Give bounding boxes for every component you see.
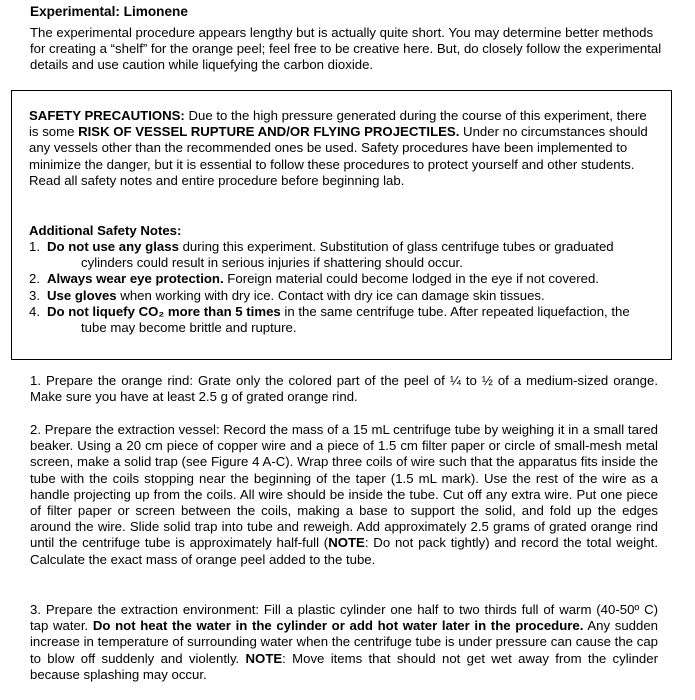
note-number: 1.: [29, 239, 40, 254]
note-number: 2.: [29, 271, 40, 287]
note-text: in the same centrifuge tube. After repeated liquefaction, the tube may become brittle and rupture.: [81, 303, 630, 336]
step-1-paragraph: 1. Prepare the orange rind: Grate only the colored part of the peel of ¼ to ½ of a medium-sized orange. Make sure you have at least 2.5 g of grated orange rind.: [30, 373, 658, 405]
safety-note-item: [29, 304, 659, 336]
safety-note-item: [29, 271, 659, 287]
safety-box: [11, 90, 672, 360]
safety-notes-heading: Additional Safety Notes:: [29, 223, 182, 238]
safety-label: SAFETY PRECAUTIONS:: [29, 108, 185, 123]
safety-text-2: Under no circumstances should any vessels other than the recommended ones be used. Safety procedures have been implemented to minimize the danger, but it is essential to follow these procedures to protect yourself and other students. Read all safety notes and entire procedure before beginning lab.: [29, 124, 648, 188]
safety-precautions-paragraph: [29, 108, 654, 189]
step-3-text-c: : Move items that should not get wet away from the cylinder because splashing may occur.: [30, 650, 658, 682]
intro-paragraph: The experimental procedure appears lengthy but is actually quite short. You may determine better methods for creating a “shelf” for the orange peel; feel free to be creative here. But, do closely follow the experimental details and use caution while liquefying the carbon dioxide.: [30, 25, 662, 73]
note-bold: Always wear eye protection.: [47, 271, 224, 287]
step-2-text-a: 2. Prepare the extraction vessel: Record the mass of a 15 mL centrifuge tube by weighing it in a small tared beaker. Using a 20 cm piece of copper wire and a piece of 1.5 cm filter paper or circle of small-mesh metal screen, make a solid trap (see Figure 4 A-C). Wrap three coils of wire such that the apparatus fits inside the tube with the coils stopping near the beginning of the taper (1.5 mL mark). Use the rest of the wire as a handle projecting up from the coils. All wire should be inside the tube. Cut off any extra wire. Put one piece of filter paper or screen between the coils, making a base to support the solid, and fold up the edges around the wire. Slide solid trap into tube and reweigh. Add approximately 2.5 grams of grated orange rind until the centrifuge tube is approximately half-full (: [30, 422, 658, 551]
step-3-text-a: 3. Prepare the extraction environment: Fill a plastic cylinder one half to two thirds full of warm (40-50º C) tap water.: [30, 602, 658, 634]
safety-note-item: [29, 239, 659, 271]
step-2-text-b: : Do not pack tightly) and record the total weight. Calculate the exact mass of orange peel added to the tube.: [30, 535, 658, 567]
safety-emphasis: RISK OF VESSEL RUPTURE AND/OR FLYING PROJECTILES.: [78, 124, 460, 140]
safety-notes-list: [29, 239, 659, 336]
note-text: when working with dry ice. Contact with dry ice can damage skin tissues.: [116, 287, 545, 303]
note-text: Foreign material could become lodged in the eye if not covered.: [223, 271, 599, 287]
note-bold: Do not use any glass: [47, 239, 179, 254]
step-3-paragraph: [30, 602, 658, 683]
note-bold: Use gloves: [47, 287, 117, 303]
note-text: during this experiment. Substitution of glass centrifuge tubes or graduated cylinders could result in serious injuries if shattering should occur.: [81, 239, 614, 271]
note-bold: Do not liquefy CO₂ more than 5 times: [47, 303, 281, 319]
section-title: Experimental: Limonene: [30, 4, 188, 19]
note-number: 4.: [29, 303, 40, 319]
step-3-bold-warning: Do not heat the water in the cylinder or add hot water later in the procedure.: [92, 618, 584, 634]
step-3-note-label: NOTE: [245, 650, 283, 666]
step-2-note-label: NOTE: [328, 535, 365, 551]
note-number: 3.: [29, 287, 40, 303]
step-3-text-b: Any sudden increase in temperature of surrounding water when the centrifuge tube is under pressure can cause the cap to blow off suddenly and violently.: [30, 618, 658, 666]
safety-text-1: Due to the high pressure generated during the course of this experiment, there is some: [29, 108, 647, 140]
safety-note-item: [29, 288, 659, 304]
step-2-paragraph: [30, 422, 658, 568]
